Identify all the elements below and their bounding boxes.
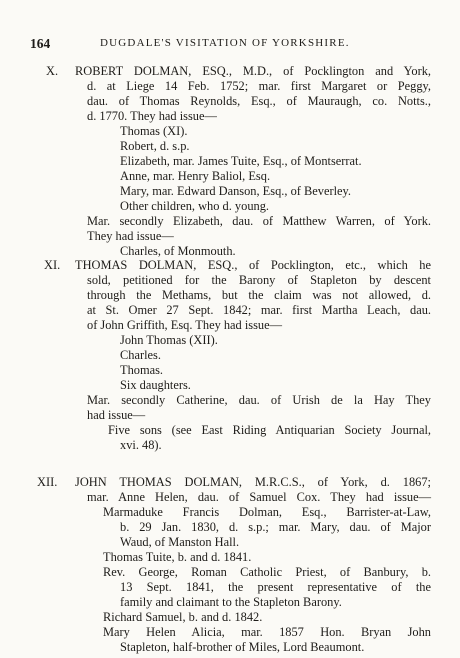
issue-line: b. 29 Jan. 1830, d. s.p.; mar. Mary, dau. of Major (120, 520, 431, 534)
issue-line: Rev. George, Roman Catholic Priest, of Banbury, b. (103, 565, 431, 579)
issue-line: Thomas (XI). (120, 124, 188, 138)
issue-line: Stapleton, half-brother of Miles, Lord Beaumont. (120, 640, 365, 654)
issue-line: Charles, of Monmouth. (120, 244, 236, 258)
issue-line: Thomas. (120, 363, 164, 377)
entry-numeral: X. (46, 64, 59, 78)
entry-text-line: JOHN THOMAS DOLMAN, M.R.C.S., of York, d. 1867; (75, 475, 431, 489)
issue-line: Anne, mar. Henry Baliol, Esq. (120, 169, 271, 183)
entry-text-line: They had issue— (87, 229, 174, 243)
issue-line: Five sons (see East Riding Antiquarian Society Journal, (108, 423, 431, 437)
running-title: DUGDALE'S VISITATION OF YORKSHIRE. (100, 37, 350, 49)
issue-line: family and claimant to the Stapleton Barony. (120, 595, 342, 609)
entry-numeral: XI. (44, 258, 61, 272)
entry-text-line: d. at Liege 14 Feb. 1752; mar. first Margaret or Peggy, (87, 79, 431, 93)
issue-line: Elizabeth, mar. James Tuite, Esq., of Montserrat. (120, 154, 362, 168)
issue-line: Waud, of Manston Hall. (120, 535, 240, 549)
issue-line: Richard Samuel, b. and d. 1842. (103, 610, 263, 624)
issue-line: xvi. 48). (120, 438, 162, 452)
issue-line: Marmaduke Francis Dolman, Esq., Barrister-at-Law, (103, 505, 431, 519)
page-number: 164 (30, 36, 51, 51)
entry-text-line: ROBERT DOLMAN, ESQ., M.D., of Pocklington and York, (75, 64, 431, 78)
entry-text-line: dau. of Thomas Reynolds, Esq., of Mauraugh, co. Notts., (87, 94, 431, 108)
issue-line: Robert, d. s.p. (120, 139, 190, 153)
entry-text-line: had issue— (87, 408, 146, 422)
issue-line: Charles. (120, 348, 161, 362)
entry-text-line: THOMAS DOLMAN, ESQ., of Pocklington, etc., which he (75, 258, 431, 272)
entry-text-line: Mar. secondly Elizabeth, dau. of Matthew Warren, of York. (87, 214, 431, 228)
entry-numeral: XII. (37, 475, 58, 489)
issue-line: Mary Helen Alicia, mar. 1857 Hon. Bryan John (103, 625, 431, 639)
entry-text-line: Mar. secondly Catherine, dau. of Urish de la Hay They (87, 393, 431, 407)
entry-text-line: of John Griffith, Esq. They had issue— (87, 318, 283, 332)
issue-line: Six daughters. (120, 378, 191, 392)
entry-text-line: mar. Anne Helen, dau. of Samuel Cox. They had issue— (87, 490, 431, 504)
entry-text-line: sold, petitioned for the Barony of Stapleton by descent (87, 273, 431, 287)
issue-line: 13 Sept. 1841, the present representative of the (120, 580, 431, 594)
entry-text-line: d. 1770. They had issue— (87, 109, 217, 123)
issue-line: Other children, who d. young. (120, 199, 270, 213)
issue-line: Thomas Tuite, b. and d. 1841. (103, 550, 252, 564)
issue-line: Mary, mar. Edward Danson, Esq., of Beverley. (120, 184, 351, 198)
issue-line: John Thomas (XII). (120, 333, 218, 347)
entry-text-line: at St. Omer 27 Sept. 1842; mar. first Martha Leach, dau. (87, 303, 431, 317)
entry-text-line: through the Methams, but the claim was not allowed, d. (87, 288, 431, 302)
